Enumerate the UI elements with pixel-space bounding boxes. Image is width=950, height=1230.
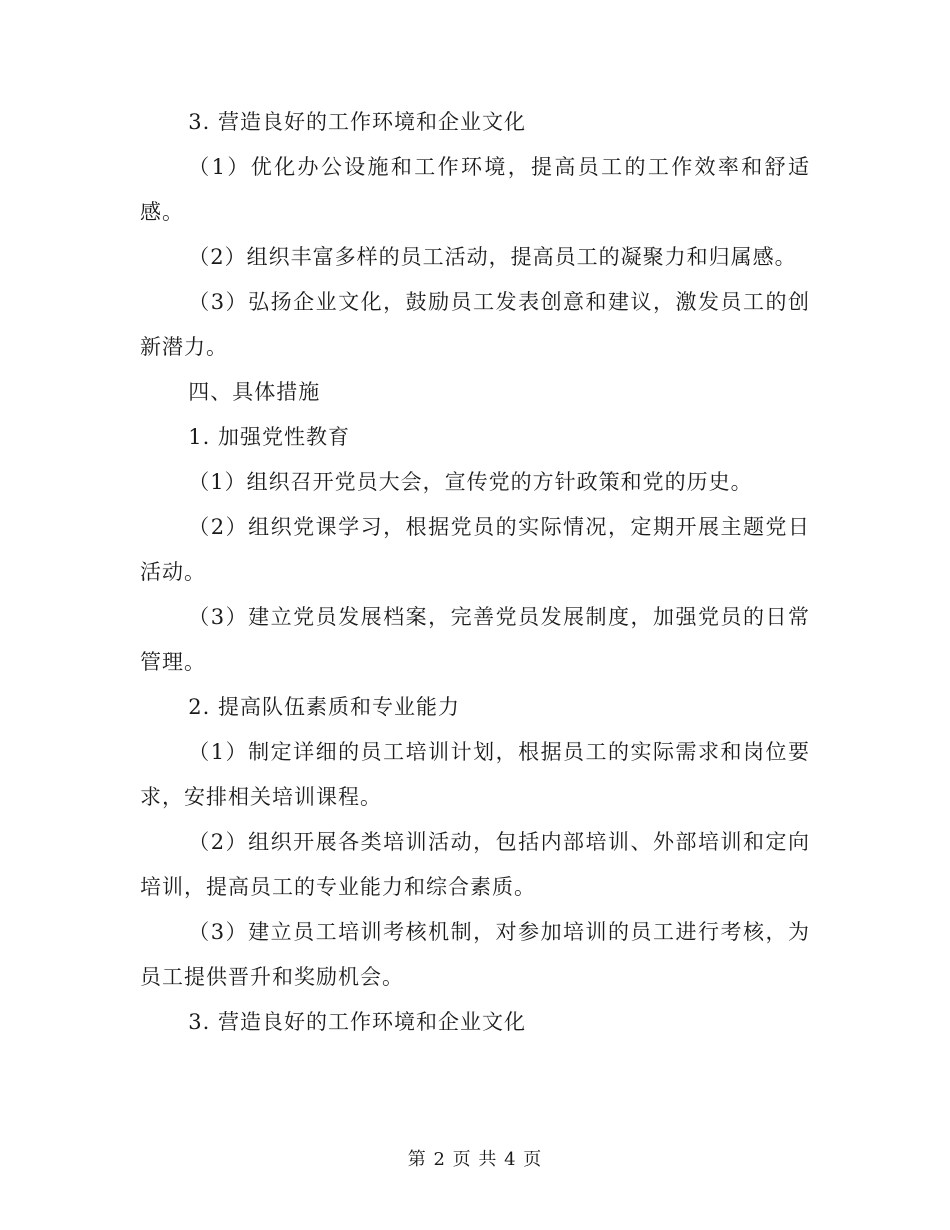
section-heading-2: 2. 提高队伍素质和专业能力 — [188, 695, 461, 719]
paragraph-item: （2）组织党课学习，根据党员的实际情况，定期开展主题党日活动。 — [140, 515, 810, 584]
paragraph-item: （2）组织丰富多样的员工活动，提高员工的凝聚力和归属感。 — [188, 245, 797, 269]
paragraph-item: （2）组织开展各类培训活动，包括内部培训、外部培训和定向培训，提高员工的专业能力和综合素质。 — [140, 830, 810, 899]
page-number-footer: 第 2 页 共 4 页 — [407, 1149, 543, 1170]
section-heading-3: 3. 营造良好的工作环境和企业文化 — [188, 110, 527, 134]
chapter-heading-4: 四、具体措施 — [188, 380, 321, 404]
section-heading-3-repeat: 3. 营造良好的工作环境和企业文化 — [188, 1010, 527, 1034]
section-heading-1: 1. 加强党性教育 — [188, 425, 351, 449]
paragraph-item: （1）组织召开党员大会，宣传党的方针政策和党的历史。 — [188, 470, 753, 494]
document-body — [140, 100, 810, 1045]
paragraph-item: （1）优化办公设施和工作环境，提高员工的工作效率和舒适感。 — [140, 155, 810, 224]
paragraph-item: （1）制定详细的员工培训计划，根据员工的实际需求和岗位要求，安排相关培训课程。 — [140, 740, 810, 809]
paragraph-item: （3）弘扬企业文化，鼓励员工发表创意和建议，激发员工的创新潜力。 — [140, 290, 810, 359]
paragraph-item: （3）建立员工培训考核机制，对参加培训的员工进行考核，为员工提供晋升和奖励机会。 — [140, 920, 810, 989]
paragraph-item: （3）建立党员发展档案，完善党员发展制度，加强党员的日常管理。 — [140, 605, 810, 674]
